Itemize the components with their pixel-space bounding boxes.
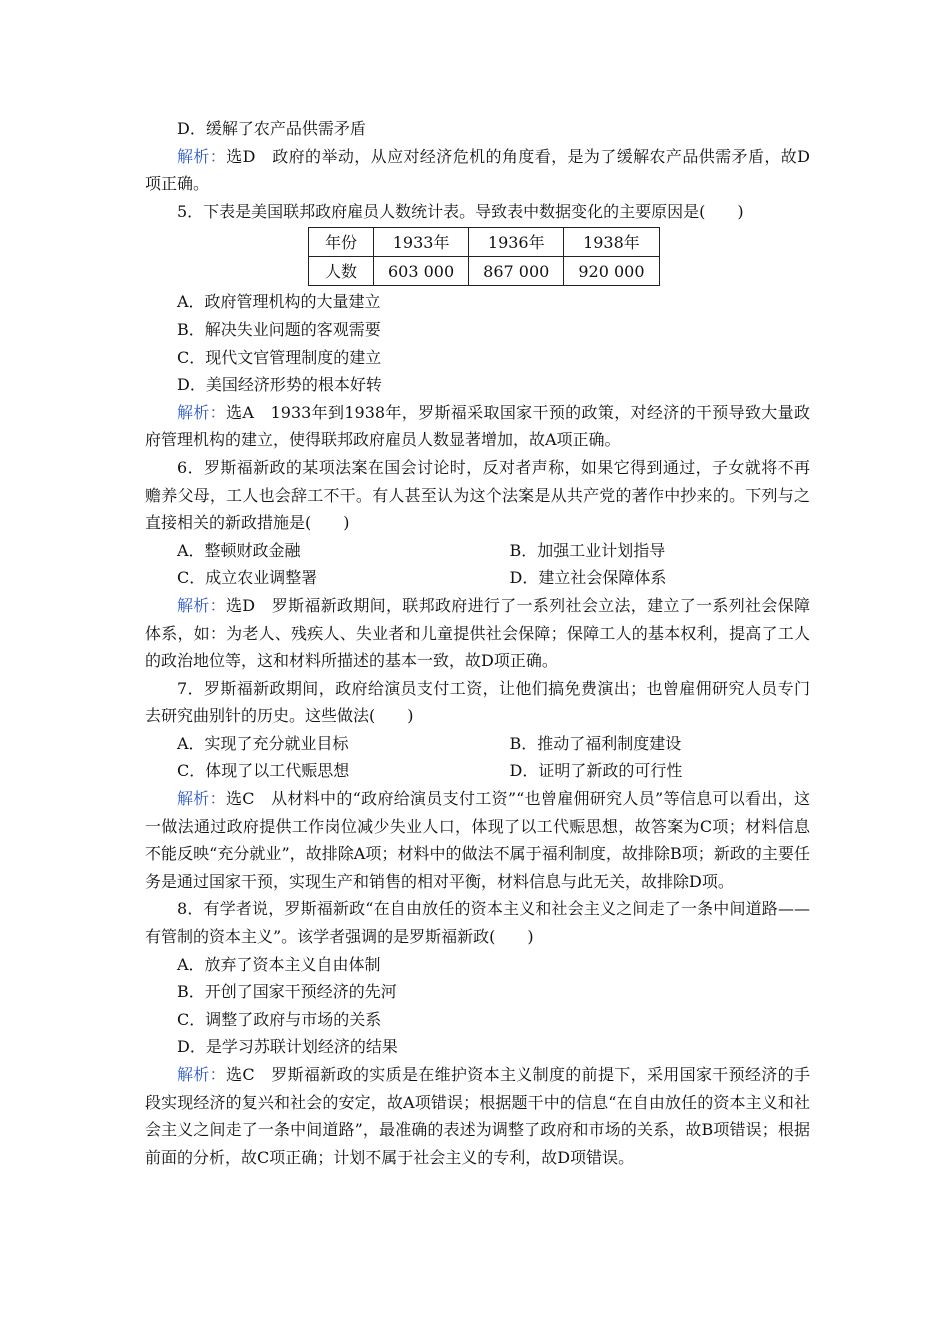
q7-option-c: C．体现了以工代赈思想 [177,761,350,781]
q7-explanation [145,785,810,895]
q5-stem: 5．下表是美国联邦政府雇员人数统计表。导致表中数据变化的主要原因是( ) [177,201,744,221]
table-header-row [309,228,660,257]
q6-options-row-1 [145,537,810,565]
q7-stem: 7．罗斯福新政期间，政府给演员支付工资，让他们搞免费演出；也曾雇佣研究人员专门去研究曲别针的历史。这些做法( ) [145,678,810,726]
q6-option-a: A．整顿财政金融 [177,540,301,560]
q8-option-b: B．开创了国家干预经济的先河 [177,982,397,1002]
q7-options-row-1 [145,730,810,758]
q5-option-c: C．现代文官管理制度的建立 [177,347,382,367]
q8-option-a: A．放弃了资本主义自由体制 [177,954,381,974]
explanation-label: 解析： [177,146,227,166]
q6-options-row-2 [145,564,810,592]
q6-option-b: B．加强工业计划指导 [509,540,666,560]
q8-option-c: C．调整了政府与市场的关系 [177,1009,382,1029]
q5-option-b: B．解决失业问题的客观需要 [177,319,381,339]
table-cell: 1936年 [469,228,564,257]
q7-options-row-2 [145,757,810,785]
q6-stem: 6．罗斯福新政的某项法案在国会讨论时，反对者声称，如果它得到通过，子女就将不再赡养父母，工人也会辞工不干。有人甚至认为这个法案是从共产党的著作中抄来的。下列与之直接相关的新政措施是( ) [145,457,810,533]
explanation-text: 选D 罗斯福新政期间，联邦政府进行了一系列社会立法，建立了一系列社会保障体系，如：为老人、残疾人、失业者和儿童提供社会保障；保障工人的基本权利，提高了工人的政治地位等，这和材料所描述的基本一致，故D项正确。 [145,595,810,671]
q6-option-d: D．建立社会保障体系 [509,568,667,588]
explanation-text: 选A 1933年到1938年，罗斯福采取国家干预的政策，对经济的干预导致大量政府管理机构的建立，使得联邦政府雇员人数显著增加，故A项正确。 [145,402,810,450]
table-cell: 1933年 [374,228,469,257]
q8-stem: 8．有学者说，罗斯福新政“在自由放任的资本主义和社会主义之间走了一条中间道路——有管制的资本主义”。该学者强调的是罗斯福新政( ) [145,899,810,947]
q8-explanation [145,1061,810,1171]
q5-explanation [145,399,810,454]
table-row [309,257,660,286]
explanation-label: 解析： [177,1065,227,1084]
explanation-text: 选C 从材料中的“政府给演员支付工资”“也曾雇佣研究人员”等信息可以看出，这一做法通过政府提供工作岗位减少失业人口，体现了以工代赈思想，故答案为C项；材料信息不能反映“充分就业”，故排除A项；材料中的做法不属于福利制度，故排除B项；新政的主要任务是通过国家干预，实现生产和销售的相对平衡，材料信息与此无关，故排除D项。 [145,789,810,891]
table-cell: 1938年 [564,228,659,257]
table-cell: 920 000 [564,257,659,286]
table-cell: 年份 [309,228,374,257]
q7-option-d: D．证明了新政的可行性 [509,761,683,781]
q7-option-a: A．实现了充分就业目标 [177,733,349,753]
explanation-label: 解析： [177,402,227,422]
q4-option-d: D．缓解了农产品供需矛盾 [177,119,366,138]
q5-option-d: D．美国经济形势的根本好转 [177,375,382,395]
q6-option-c: C．成立农业调整署 [177,568,318,588]
q4-explanation [145,143,810,198]
explanation-text: 选C 罗斯福新政的实质是在维护资本主义制度的前提下，采用国家干预经济的手段实现经济的复兴和社会的安定，故A项错误；根据题干中的信息“在自由放任的资本主义和社会主义之间走了一条中间道路”，最准确的表述为调整了政府和市场的关系，故B项错误；根据前面的分析，故C项正确；计划不属于社会主义的专利，故D项错误。 [145,1065,810,1167]
table-cell: 867 000 [469,257,564,286]
document-page [145,115,810,1171]
explanation-label: 解析： [177,595,226,615]
q7-option-b: B．推动了福利制度建设 [509,733,682,753]
q6-explanation [145,592,810,675]
q8-option-d: D．是学习苏联计划经济的结果 [177,1037,398,1057]
employee-stats-table [308,227,660,286]
explanation-text: 选D 政府的举动，从应对经济危机的角度看，是为了缓解农产品供需矛盾，故D项正确。 [145,146,810,194]
q5-option-a: A．政府管理机构的大量建立 [177,292,381,312]
table-cell: 603 000 [374,257,469,286]
explanation-label: 解析： [177,789,226,809]
table-cell: 人数 [309,257,374,286]
